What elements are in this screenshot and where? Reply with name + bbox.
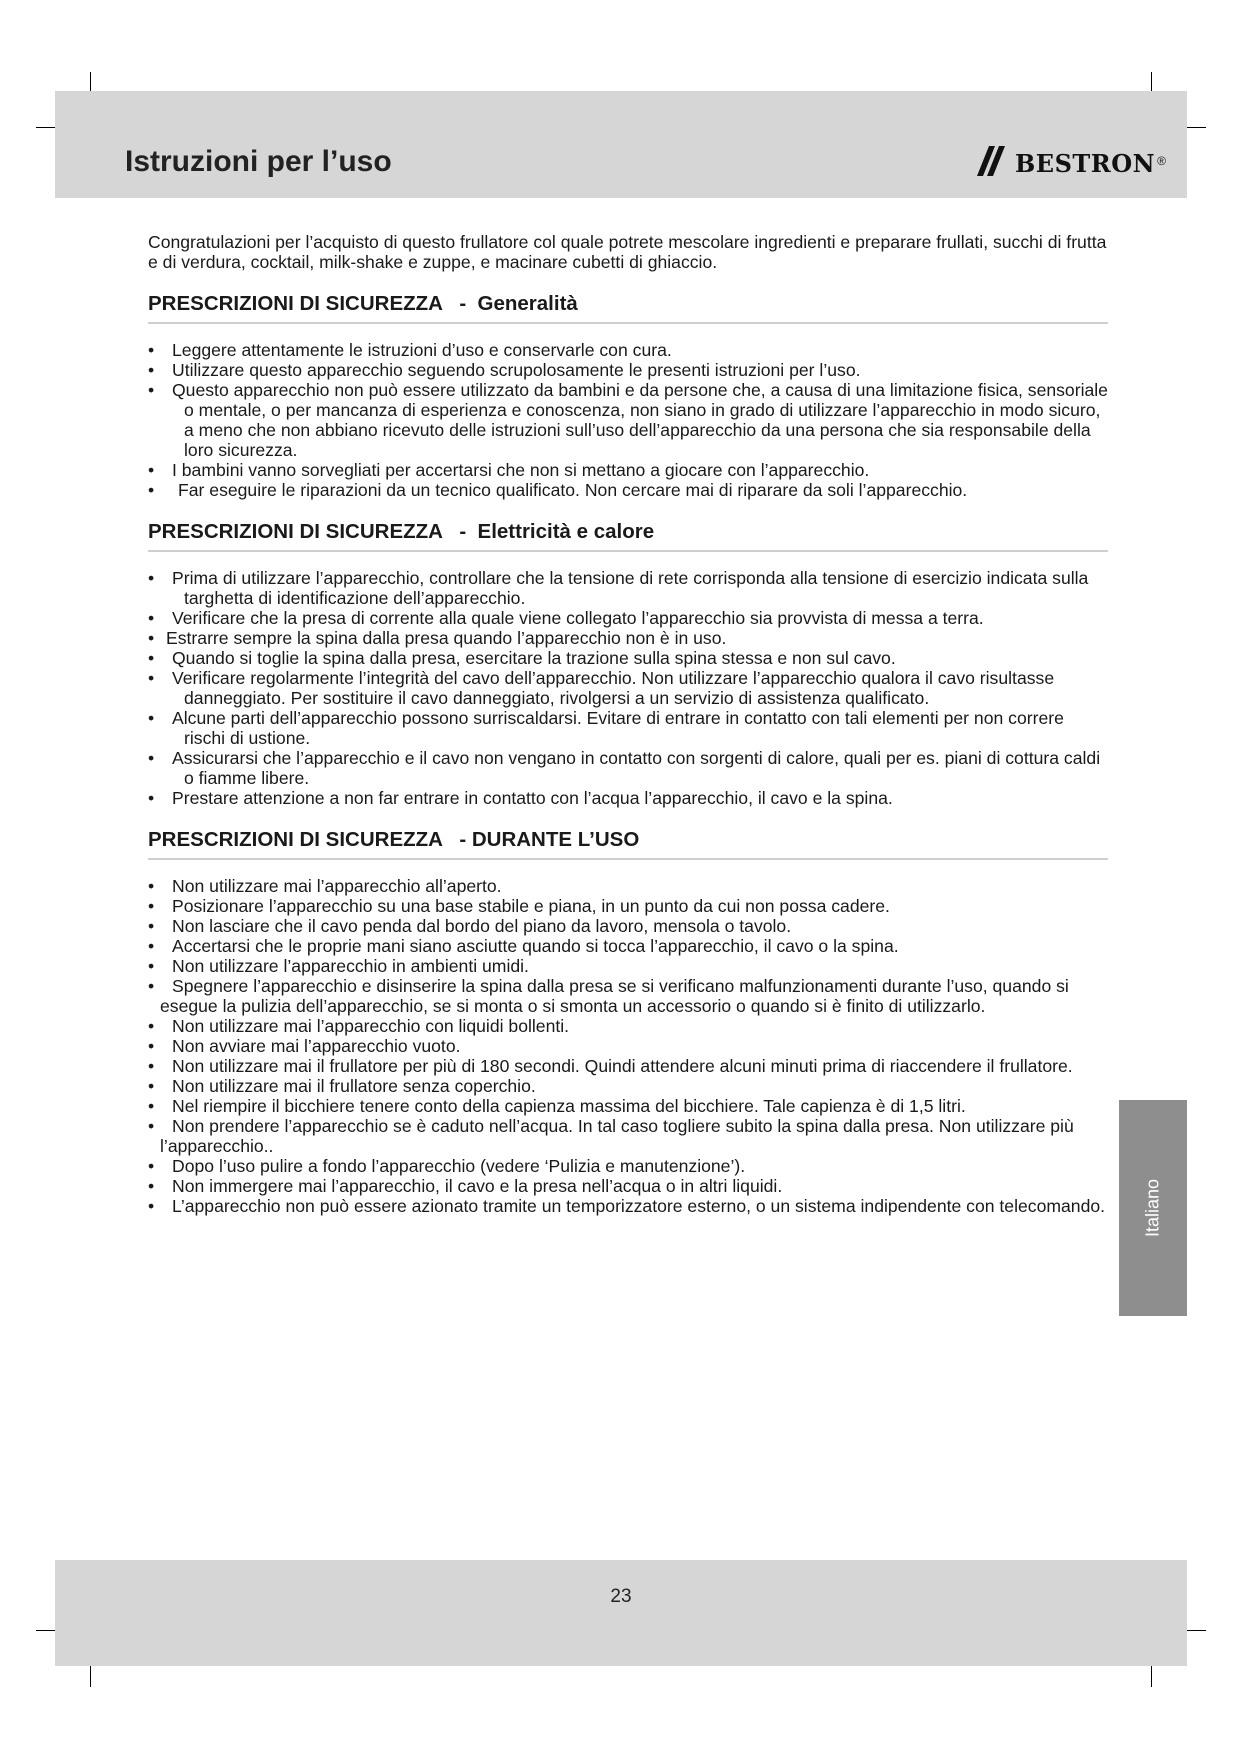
list-item: • Prestare attenzione a non far entrare in contatto con l’acqua l’apparecchio, il cavo e la spina. [148, 788, 893, 808]
bullet-list [148, 568, 1108, 808]
list-item: • Non utilizzare l’apparecchio in ambienti umidi. [148, 956, 529, 976]
footer-band [55, 1560, 1187, 1666]
list-item: • Utilizzare questo apparecchio seguendo scrupolosamente le presenti istruzioni per l’uso. [148, 360, 861, 380]
bullet-icon: • [148, 916, 155, 936]
bullet-icon: • [148, 1196, 155, 1216]
list-item: • Spegnere l’apparecchio e disinserire la spina dalla presa se si verificano malfunzionamenti durante l’uso, quando si esegue la pulizia dell’apparecchio, se si monta o si smonta un accessorio o quando si è finito di utilizzarlo. [148, 976, 1069, 1016]
bullet-icon: • [148, 1096, 155, 1116]
section-title: PRESCRIZIONI DI SICUREZZA - DURANTE L’USO [148, 830, 1108, 860]
list-item: • Dopo l’uso pulire a fondo l’apparecchio (vedere ‘Pulizia e manutenzione’). [148, 1156, 746, 1176]
bullet-icon: • [148, 568, 155, 588]
bullet-icon: • [148, 668, 155, 688]
section-title: PRESCRIZIONI DI SICUREZZA - Generalità [148, 294, 1108, 324]
list-item: • Leggere attentamente le istruzioni d’uso e conservarle con cura. [148, 340, 672, 360]
list-item: • Nel riempire il bicchiere tenere conto della capienza massima del bicchiere. Tale capienza è di 1,5 litri. [148, 1096, 966, 1116]
bullet-icon: • [148, 1116, 155, 1136]
bullet-icon: • [148, 480, 155, 500]
list-item: • Alcune parti dell’apparecchio possono surriscaldarsi. Evitare di entrare in contatto con tali elementi per non correre rischi di ustione. [148, 708, 1064, 748]
bullet-icon: • [148, 936, 155, 956]
main-content [148, 232, 1108, 1238]
bullet-icon: • [148, 360, 155, 380]
language-label: Italiano [1142, 1178, 1163, 1238]
bullet-icon: • [148, 1016, 155, 1036]
list-item: • Non utilizzare mai il frullatore per più di 180 secondi. Quindi attendere alcuni minuti prima di riaccendere il frullatore. [148, 1056, 1073, 1076]
bullet-icon: • [148, 788, 155, 808]
header-band [55, 91, 1187, 198]
list-item: • Prima di utilizzare l’apparecchio, controllare che la tensione di rete corrisponda alla tensione di esercizio indicata sulla targhetta di identificazione dell’apparecchio. [148, 568, 1089, 608]
bullet-list [148, 876, 1108, 1216]
list-item: • Accertarsi che le proprie mani siano asciutte quando si tocca l’apparecchio, il cavo o la spina. [148, 936, 899, 956]
list-item: • Non utilizzare mai il frullatore senza coperchio. [148, 1076, 536, 1096]
bullet-icon: • [148, 1176, 155, 1196]
page-number: 23 [610, 1586, 632, 1607]
bullet-icon: • [148, 1056, 155, 1076]
list-item: • Far eseguire le riparazioni da un tecnico qualificato. Non cercare mai di riparare da soli l’apparecchio. [148, 480, 968, 500]
list-item: • Non utilizzare mai l’apparecchio con liquidi bollenti. [148, 1016, 570, 1036]
intro-paragraph: Congratulazioni per l’acquisto di questo frullatore col quale potrete mescolare ingredienti e preparare frullati, succhi di frutta e di verdura, cocktail, milk-shake e zuppe, e macinare cubetti di ghiaccio. [148, 232, 1107, 272]
section-title: PRESCRIZIONI DI SICUREZZA - Elettricità e calore [148, 522, 1108, 552]
list-item: • Posizionare l’apparecchio su una base stabile e piana, in un punto da cui non possa cadere. [148, 896, 890, 916]
list-item: • Verificare che la presa di corrente alla quale viene collegato l’apparecchio sia provvista di messa a terra. [148, 608, 984, 628]
list-item: • Non avviare mai l’apparecchio vuoto. [148, 1036, 461, 1056]
list-item: • Estrarre sempre la spina dalla presa quando l’apparecchio non è in uso. [148, 628, 727, 648]
page-title: Istruzioni per l’uso [125, 145, 392, 178]
bullet-icon: • [148, 876, 155, 896]
list-item: • Questo apparecchio non può essere utilizzato da bambini e da persone che, a causa di una limitazione fisica, sensoriale o mentale, o per mancanza di esperienza e conoscenza, non siano in grado di utilizzare l’apparecchio in modo sicuro, a meno che non abbiano ricevuto delle istruzioni sull’uso dell’apparecchio da una persona che sia responsabile della loro sicurezza. [148, 380, 1108, 460]
bullet-icon: • [148, 956, 155, 976]
list-item: • Assicurarsi che l’apparecchio e il cavo non vengano in contatto con sorgenti di calore, quali per es. piani di cottura caldi o fiamme libere. [148, 748, 1101, 788]
bullet-icon: • [148, 380, 155, 400]
bullet-icon: • [148, 1156, 155, 1176]
bullet-icon: • [148, 648, 155, 668]
bullet-icon: • [148, 976, 155, 996]
list-item: • L’apparecchio non può essere azionato tramite un temporizzatore esterno, o un sistema indipendente con telecomando. [148, 1196, 1106, 1216]
bullet-icon: • [148, 708, 155, 728]
list-item: • Non utilizzare mai l’apparecchio all’aperto. [148, 876, 502, 896]
brand-name: bestron [1015, 141, 1156, 181]
bullet-icon: • [148, 628, 155, 648]
brand-logo [975, 141, 1166, 181]
bullet-list [148, 340, 1108, 500]
language-tab [1119, 1100, 1187, 1316]
bullet-icon: • [148, 340, 155, 360]
bullet-icon: • [148, 1076, 155, 1096]
bullet-icon: • [148, 1036, 155, 1056]
bullet-icon: • [148, 608, 155, 628]
list-item: • Non lasciare che il cavo penda dal bordo del piano da lavoro, mensola o tavolo. [148, 916, 792, 936]
chevron-logo-icon [975, 144, 1009, 178]
bullet-icon: • [148, 896, 155, 916]
registered-mark: ® [1157, 154, 1166, 168]
list-item: • Verificare regolarmente l’integrità del cavo dell’apparecchio. Non utilizzare l’apparecchio qualora il cavo risultasse danneggiato. Per sostituire il cavo danneggiato, rivolgersi a un servizio di assistenza qualificato. [148, 668, 1055, 708]
bullet-icon: • [148, 460, 155, 480]
bullet-icon: • [148, 748, 155, 768]
list-item: • Quando si toglie la spina dalla presa, esercitare la trazione sulla spina stessa e non sul cavo. [148, 648, 896, 668]
list-item: • Non immergere mai l’apparecchio, il cavo e la presa nell’acqua o in altri liquidi. [148, 1176, 783, 1196]
list-item: • I bambini vanno sorvegliati per accertarsi che non si mettano a giocare con l’apparecchio. [148, 460, 870, 480]
list-item: • Non prendere l’apparecchio se è caduto nell’acqua. In tal caso togliere subito la spina dalla presa. Non utilizzare più l’apparecchio.. [148, 1116, 1074, 1156]
